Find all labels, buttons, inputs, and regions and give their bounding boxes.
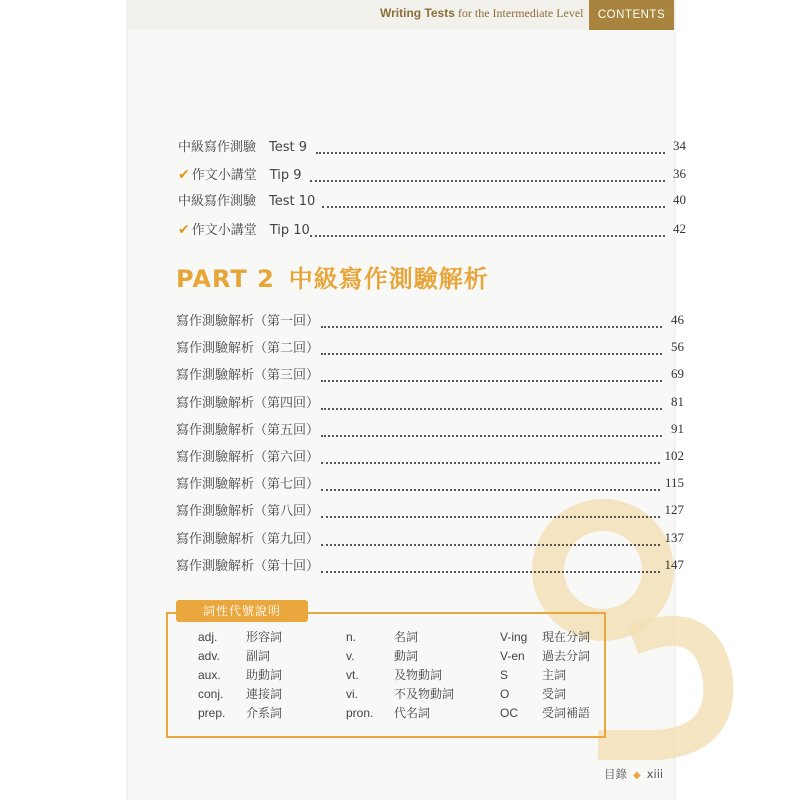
page-footer xyxy=(604,766,663,782)
legend-entry xyxy=(500,704,590,721)
toc-entry-page: 127 xyxy=(664,502,684,518)
part2-title: 中級寫作測驗解析 xyxy=(288,265,489,293)
toc-entry-label xyxy=(176,392,319,411)
toc-entry-text: 寫作測驗解析（第八回） xyxy=(176,504,320,520)
dot-leader xyxy=(321,310,662,328)
legend-meaning: 主詞 xyxy=(542,668,567,682)
legend-entry xyxy=(346,666,442,683)
toc-entry-label xyxy=(176,310,319,329)
toc-entry-text: 寫作測驗解析（第十回） xyxy=(176,558,320,574)
toc-entry-page: 42 xyxy=(673,221,686,236)
toc-entry[interactable] xyxy=(176,500,724,520)
toc-entry[interactable] xyxy=(176,555,724,575)
running-title xyxy=(380,6,584,21)
legend-meaning: 形容詞 xyxy=(246,630,283,644)
toc-entry-label xyxy=(176,337,319,356)
dot-leader xyxy=(321,446,660,464)
legend-meaning: 過去分詞 xyxy=(542,649,591,663)
legend-entry xyxy=(198,685,282,702)
toc-entry-label xyxy=(178,190,315,209)
legend-meaning: 動詞 xyxy=(394,649,419,663)
footer-section: 目錄 xyxy=(604,767,627,781)
toc-entry[interactable] xyxy=(176,310,724,330)
dot-leader xyxy=(321,392,662,410)
dot-leader xyxy=(321,528,660,546)
legend-abbr: n. xyxy=(346,630,357,644)
legend-abbr: V-ing xyxy=(500,630,528,644)
diamond-icon: ◆ xyxy=(633,770,641,781)
legend-abbr: prep. xyxy=(198,706,226,720)
toc-entry-label xyxy=(176,500,319,519)
toc-entry[interactable] xyxy=(178,190,726,210)
toc-entry-text: 寫作測驗解析（第五回） xyxy=(176,422,320,438)
toc-entry-page: 56 xyxy=(671,339,684,355)
toc-entry-page: 40 xyxy=(673,192,686,207)
toc-entry[interactable] xyxy=(176,392,724,412)
toc-entry-text: 作文小講堂 Tip 10 xyxy=(191,223,310,238)
toc-entry-label xyxy=(176,364,319,383)
legend-entry xyxy=(500,647,590,664)
toc-entry-page: 36 xyxy=(673,166,686,181)
legend-meaning: 受詞 xyxy=(542,687,567,701)
legend-entry xyxy=(198,704,282,721)
part2-heading xyxy=(176,259,489,294)
toc-entry-label xyxy=(176,419,319,438)
legend-meaning: 現在分詞 xyxy=(542,630,591,644)
checkmark-icon: ✔ xyxy=(178,167,190,183)
legend-meaning: 助動詞 xyxy=(246,668,283,682)
legend-meaning: 及物動詞 xyxy=(394,668,443,682)
legend-entry xyxy=(500,628,590,645)
contents-tab: CONTENTS xyxy=(589,0,674,30)
toc-entry-page: 69 xyxy=(671,366,684,382)
toc-entry-label xyxy=(178,136,307,155)
legend-meaning: 不及物動詞 xyxy=(394,687,455,701)
toc-entry-page: 102 xyxy=(664,448,684,463)
legend-abbr: S xyxy=(500,668,509,682)
toc-entry-text: 寫作測驗解析（第九回） xyxy=(176,531,320,547)
toc-entry-page: 147 xyxy=(664,556,684,572)
legend-meaning: 副詞 xyxy=(246,649,271,663)
page-header xyxy=(128,0,674,30)
legend-abbr: vt. xyxy=(346,668,359,682)
toc-entry-text: 寫作測驗解析（第七回） xyxy=(176,477,320,493)
legend-meaning: 名詞 xyxy=(394,630,419,644)
toc-entry-text: 寫作測驗解析（第三回） xyxy=(176,368,320,384)
toc-entry[interactable] xyxy=(176,337,724,357)
dot-leader xyxy=(321,419,662,437)
legend-meaning: 受詞補語 xyxy=(542,706,591,720)
toc-entry[interactable] xyxy=(176,473,724,493)
running-title-rest: for the Intermediate Level xyxy=(454,6,584,20)
legend-entry xyxy=(500,685,566,702)
toc-entry[interactable] xyxy=(178,136,726,156)
dot-leader xyxy=(310,219,665,237)
dot-leader xyxy=(316,136,665,154)
dot-leader xyxy=(321,473,660,491)
legend-abbr: adv. xyxy=(198,649,220,663)
dot-leader xyxy=(321,364,662,382)
legend-abbr: aux. xyxy=(198,668,221,682)
legend-abbr: vi. xyxy=(346,687,358,701)
legend-meaning: 代名詞 xyxy=(394,706,431,720)
legend-abbr: v. xyxy=(346,649,355,663)
legend-abbr: conj. xyxy=(198,687,224,701)
toc-entry-text: 寫作測驗解析（第二回） xyxy=(176,341,320,357)
legend-abbr: adj. xyxy=(198,630,218,644)
legend-entry xyxy=(346,647,418,664)
toc-entry[interactable] xyxy=(178,164,726,184)
toc-entry-label xyxy=(176,555,319,574)
dot-leader xyxy=(310,164,665,182)
legend-abbr: O xyxy=(500,687,510,701)
legend-title: 詞性代號說明 xyxy=(176,600,308,622)
checkmark-icon: ✔ xyxy=(178,222,190,238)
legend-entry xyxy=(500,666,566,683)
running-title-bold: Writing Tests xyxy=(380,6,455,20)
book-page xyxy=(128,0,686,800)
legend-abbr: V-en xyxy=(500,649,525,663)
legend-entry xyxy=(198,647,270,664)
legend-entry xyxy=(346,704,430,721)
dot-leader xyxy=(322,190,665,208)
legend-meaning: 連接詞 xyxy=(246,687,283,701)
legend-entry xyxy=(346,628,418,645)
toc-entry-text: 寫作測驗解析（第四回） xyxy=(176,395,320,411)
legend-entry xyxy=(198,628,282,645)
toc-entry-page: 91 xyxy=(671,420,684,436)
toc-entry-label xyxy=(178,164,302,183)
toc-entry[interactable] xyxy=(176,364,724,384)
toc-entry-page: 81 xyxy=(671,393,684,409)
toc-entry-page: 34 xyxy=(673,138,686,153)
toc-entry-text: 中級寫作測驗 Test 10 xyxy=(178,194,316,209)
toc-entry-page: 137 xyxy=(664,529,684,545)
toc-entry[interactable] xyxy=(176,528,724,548)
toc-entry-label xyxy=(178,219,310,238)
toc-entry-text: 中級寫作測驗 Test 9 xyxy=(178,140,308,155)
toc-entry[interactable] xyxy=(176,419,724,439)
legend-meaning: 介系詞 xyxy=(246,706,283,720)
toc-entry-text: 寫作測驗解析（第六回） xyxy=(176,450,320,465)
part2-label: PART 2 xyxy=(176,265,275,293)
toc-entry-text: 作文小講堂 Tip 9 xyxy=(191,168,302,183)
toc-entry-text: 寫作測驗解析（第一回） xyxy=(176,314,320,329)
legend-abbr: pron. xyxy=(346,706,374,720)
toc-entry-label xyxy=(176,473,319,492)
toc-entry[interactable] xyxy=(176,446,724,466)
dot-leader xyxy=(321,500,660,518)
toc-entry-label xyxy=(176,528,319,547)
page-number: xiii xyxy=(646,767,664,781)
dot-leader xyxy=(321,555,660,573)
toc-entry-page: 115 xyxy=(664,475,684,491)
toc-entry[interactable] xyxy=(178,219,726,239)
toc-entry-page: 46 xyxy=(671,312,684,327)
legend-entry xyxy=(346,685,454,702)
legend-entry xyxy=(198,666,282,683)
dot-leader xyxy=(321,337,662,355)
toc-entry-label xyxy=(176,446,319,465)
legend-abbr: OC xyxy=(500,706,518,720)
